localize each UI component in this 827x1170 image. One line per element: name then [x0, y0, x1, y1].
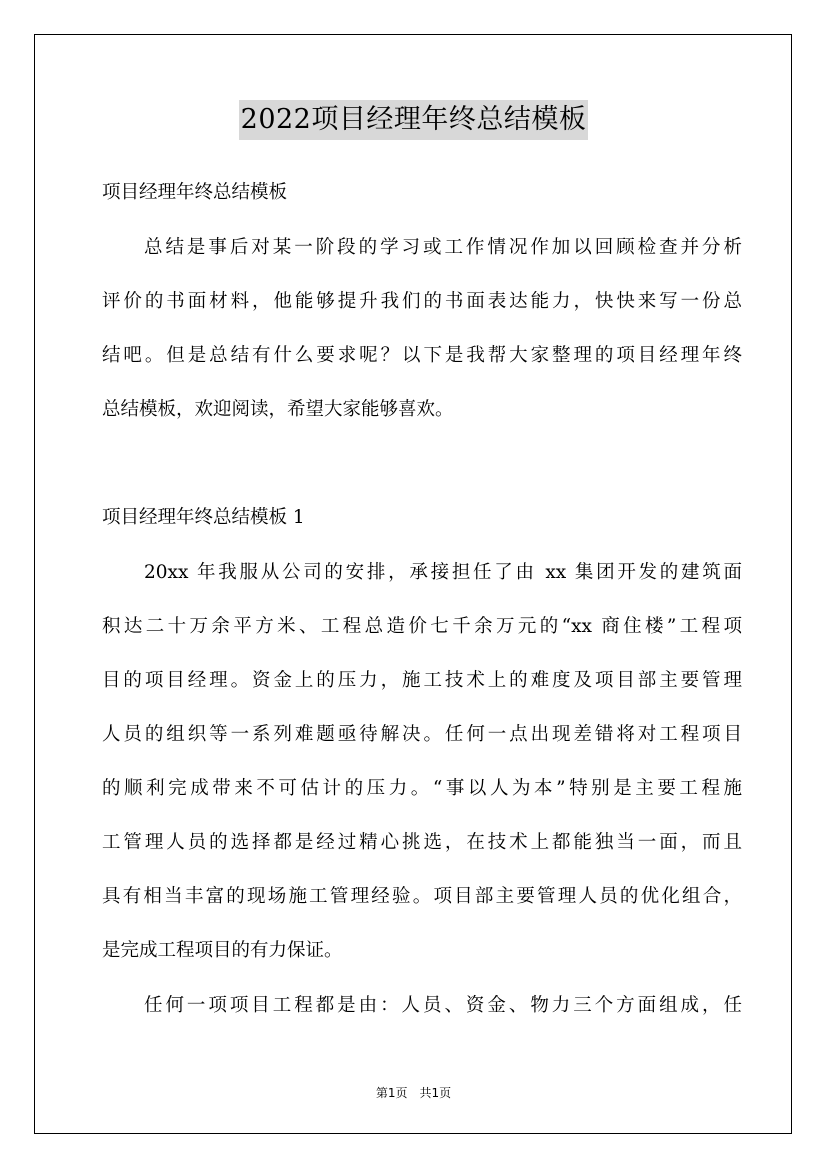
section1-line-6: 工管理人员的选择都是经过精心挑选，在技术上都能独当一面，而且: [102, 832, 742, 853]
document-title: 2022项目经理年终总结模板: [239, 100, 589, 140]
section1-line-1: 20xx 年我服从公司的安排，承接担任了由 xx 集团开发的建筑面: [144, 562, 742, 583]
section1-line-7: 具有相当丰富的现场施工管理经验。项目部主要管理人员的优化组合，: [102, 886, 742, 907]
section1-heading: 项目经理年终总结模板 1: [102, 507, 305, 528]
section1-line-2: 积达二十万余平方米、工程总造价七千余万元的“xx 商住楼”工程项: [102, 616, 742, 637]
document-subtitle: 项目经理年终总结模板: [102, 182, 288, 203]
section1-line-3: 目的项目经理。资金上的压力，施工技术上的难度及项目部主要管理: [102, 670, 742, 691]
section1-line-4: 人员的组织等一系列难题亟待解决。任何一点出现差错将对工程项目: [102, 724, 742, 745]
intro-line-4: 总结模板，欢迎阅读，希望大家能够喜欢。: [102, 399, 454, 420]
intro-line-2: 评价的书面材料，他能够提升我们的书面表达能力，快快来写一份总: [102, 291, 742, 312]
section1-para2-line-1: 任何一项项目工程都是由：人员、资金、物力三个方面组成，任: [144, 995, 742, 1016]
title-wrap: [0, 100, 827, 140]
section1-line-5: 的顺利完成带来不可估计的压力。“事以人为本”特别是主要工程施: [102, 778, 742, 799]
section1-line-8: 是完成工程项目的有力保证。: [102, 940, 343, 961]
intro-line-1: 总结是事后对某一阶段的学习或工作情况作加以回顾检查并分析: [144, 237, 742, 258]
page-footer: 第1页 共1页: [375, 1086, 452, 1100]
intro-line-3: 结吧。但是总结有什么要求呢？以下是我帮大家整理的项目经理年终: [102, 345, 742, 366]
